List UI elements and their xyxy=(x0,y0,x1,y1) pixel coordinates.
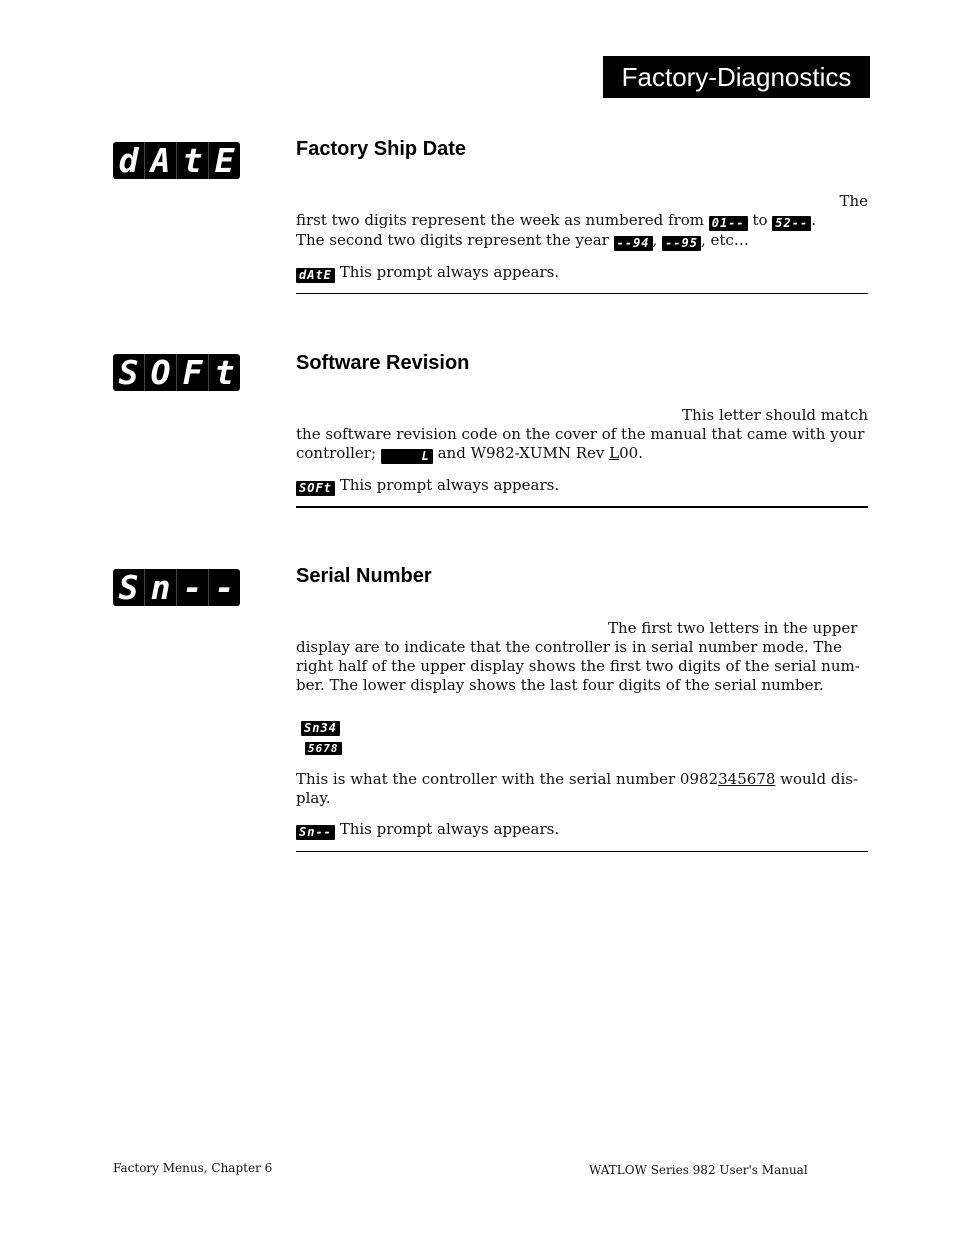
paragraph-line: first two digits represent the week as numbered from 01-- to 52-- . xyxy=(296,211,816,230)
lcd-char: n xyxy=(145,569,177,606)
paragraph-line: The second two digits represent the year --94 , --95 , etc… xyxy=(296,231,749,250)
lower-display xyxy=(305,736,385,756)
lcd-char: - xyxy=(177,569,209,606)
lcd-char: F xyxy=(177,354,209,391)
text: This prompt always appears. xyxy=(339,820,560,838)
paragraph-line: right half of the upper display shows the first two digits of the serial num- xyxy=(296,657,860,675)
lcd-display-soft xyxy=(113,354,240,391)
lcd-char: t xyxy=(177,142,209,179)
text: to xyxy=(752,211,768,229)
footer-chapter: Factory Menus, Chapter 6 xyxy=(113,1161,273,1175)
lcd-char: t xyxy=(214,353,235,392)
section-divider xyxy=(296,851,868,852)
section-title-serial-number: Serial Number xyxy=(296,565,432,587)
appears-note xyxy=(296,476,868,496)
text: , etc… xyxy=(700,231,749,249)
revision-letter: L xyxy=(609,444,620,462)
text: This prompt always appears. xyxy=(339,263,560,281)
footer-manual-title: WATLOW Series 982 User's Manual xyxy=(589,1163,808,1177)
paragraph-line: The first two letters in the upper xyxy=(608,619,858,637)
appears-note xyxy=(296,263,868,283)
serial-digits: 345678 xyxy=(718,770,776,788)
lcd-code-soft: SOFt xyxy=(296,481,335,496)
lcd-char: - xyxy=(214,568,235,607)
upper-display xyxy=(301,716,381,736)
paragraph-line: play. xyxy=(296,789,331,807)
text: 00. xyxy=(619,444,643,462)
lcd-code-week-end: 52-- xyxy=(772,216,811,231)
paragraph-line: ber. The lower display shows the last four digits of the serial number. xyxy=(296,676,824,694)
text: The second two digits represent the year xyxy=(296,231,609,249)
section-divider xyxy=(296,293,868,294)
lcd-upper-display: Sn34 xyxy=(301,721,340,736)
lcd-code-revision: L xyxy=(381,449,433,464)
section-title-ship-date: Factory Ship Date xyxy=(296,138,467,160)
paragraph-line: This letter should match xyxy=(682,406,868,424)
section-title-software-revision: Software Revision xyxy=(296,352,470,374)
lcd-char: S xyxy=(113,569,145,606)
paragraph-line xyxy=(296,444,868,464)
paragraph-line: display are to indicate that the controller is in serial number mode. The xyxy=(296,638,842,656)
lcd-display-serial xyxy=(113,569,240,606)
lcd-lower-display: 5678 xyxy=(305,742,342,755)
text: first two digits represent the week as numbered from xyxy=(296,211,704,229)
lcd-code-year-94: --94 xyxy=(614,236,653,251)
lcd-char: d xyxy=(113,142,145,179)
lcd-char: E xyxy=(214,141,235,180)
text: would dis- xyxy=(780,770,859,788)
paragraph-line: The xyxy=(839,192,868,210)
text: This prompt always appears. xyxy=(339,476,560,494)
lcd-char: A xyxy=(145,142,177,179)
lcd-char: O xyxy=(145,354,177,391)
text: This is what the controller with the serial number 0982 xyxy=(296,770,719,788)
paragraph-line xyxy=(296,770,868,790)
paragraph-line: the software revision code on the cover of the manual that came with your xyxy=(296,425,865,443)
section-divider xyxy=(296,506,868,508)
text: and W982-XUMN Rev xyxy=(437,444,605,462)
appears-note xyxy=(296,820,868,840)
lcd-code-year-95: --95 xyxy=(662,236,701,251)
lcd-code-date: dAtE xyxy=(296,268,335,283)
lcd-code-serial: Sn-- xyxy=(296,825,335,840)
lcd-char: S xyxy=(113,354,145,391)
lcd-code-week-start: 01-- xyxy=(709,216,748,231)
lcd-display-date xyxy=(113,142,240,179)
page-section-title: Factory-Diagnostics xyxy=(603,56,870,98)
text: controller; xyxy=(296,444,377,462)
